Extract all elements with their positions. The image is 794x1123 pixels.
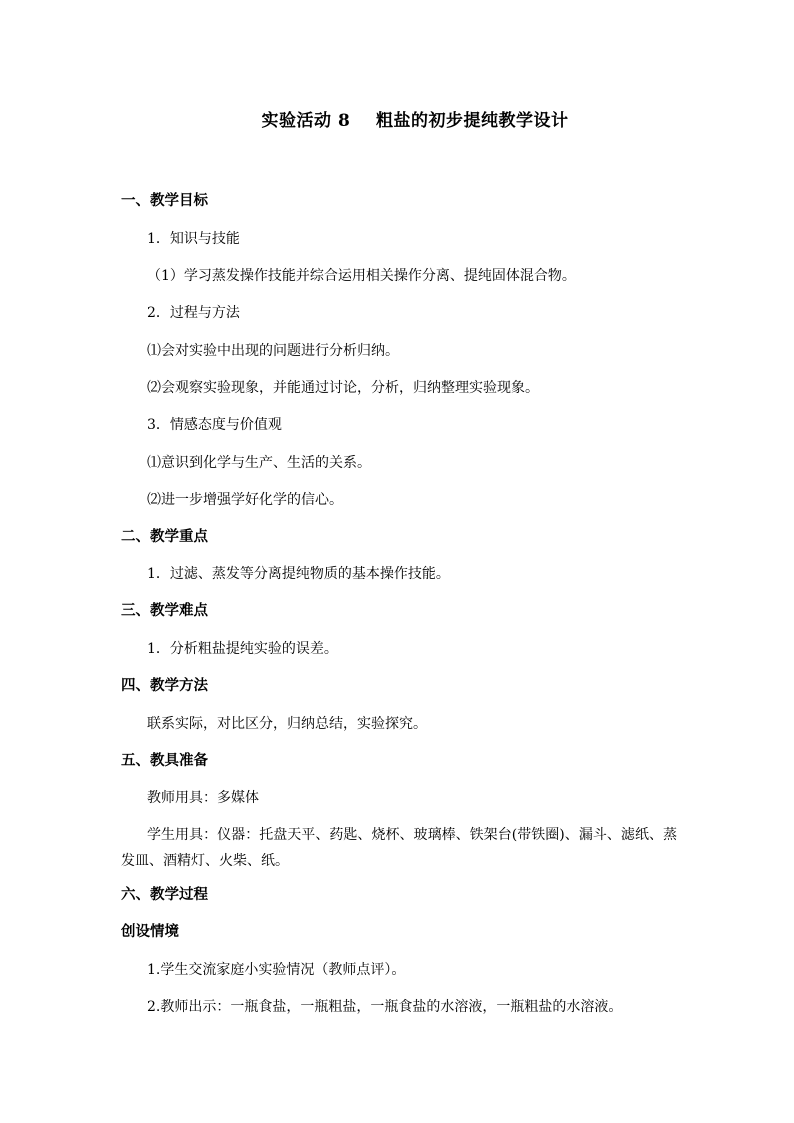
section-heading-methods: 四、教学方法 <box>121 677 208 694</box>
attitude-item-2: ⑵进一步增强学好化学的信心。 <box>147 492 343 508</box>
section-heading-key-points: 二、教学重点 <box>121 528 208 545</box>
knowledge-item-1: （1）学习蒸发操作技能并综合运用相关操作分离、提纯固体混合物。 <box>147 268 576 284</box>
attitude-item-1: ⑴意识到化学与生产、生活的关系。 <box>147 455 371 471</box>
teacher-materials: 教师用具：多媒体 <box>147 790 259 806</box>
difficulty-item-1: 1．分析粗盐提纯实验的误差。 <box>147 641 338 657</box>
section-heading-goals: 一、教学目标 <box>121 192 208 209</box>
methods-text: 联系实际，对比区分，归纳总结，实验探究。 <box>147 716 427 732</box>
student-materials: 学生用具：仪器：托盘天平、药匙、烧杯、玻璃棒、铁架台(带铁圈)、漏斗、滤纸、蒸发皿、酒精灯、火柴、纸。 <box>121 827 677 869</box>
process-item-2: ⑵会观察实验现象，并能通过讨论，分析，归纳整理实验现象。 <box>147 380 539 396</box>
section-heading-materials: 五、教具准备 <box>121 752 208 769</box>
key-point-item-1: 1．过滤、蒸发等分离提纯物质的基本操作技能。 <box>147 566 450 582</box>
process-step-1: 1.学生交流家庭小实验情况（教师点评）。 <box>147 962 406 978</box>
section-heading-difficulties: 三、教学难点 <box>121 602 208 619</box>
attitude-label: 3．情感态度与价值观 <box>147 417 282 433</box>
subheading-scenario: 创设情境 <box>121 923 179 940</box>
knowledge-label: 1．知识与技能 <box>147 231 240 247</box>
document-title: 实验活动 8 粗盐的初步提纯教学设计 <box>261 111 569 131</box>
process-item-1: ⑴会对实验中出现的问题进行分析归纳。 <box>147 343 399 359</box>
process-step-2: 2.教师出示：一瓶食盐，一瓶粗盐，一瓶食盐的水溶液，一瓶粗盐的水溶液。 <box>147 999 623 1015</box>
section-heading-process: 六、教学过程 <box>121 886 208 903</box>
process-label: 2．过程与方法 <box>147 305 240 321</box>
